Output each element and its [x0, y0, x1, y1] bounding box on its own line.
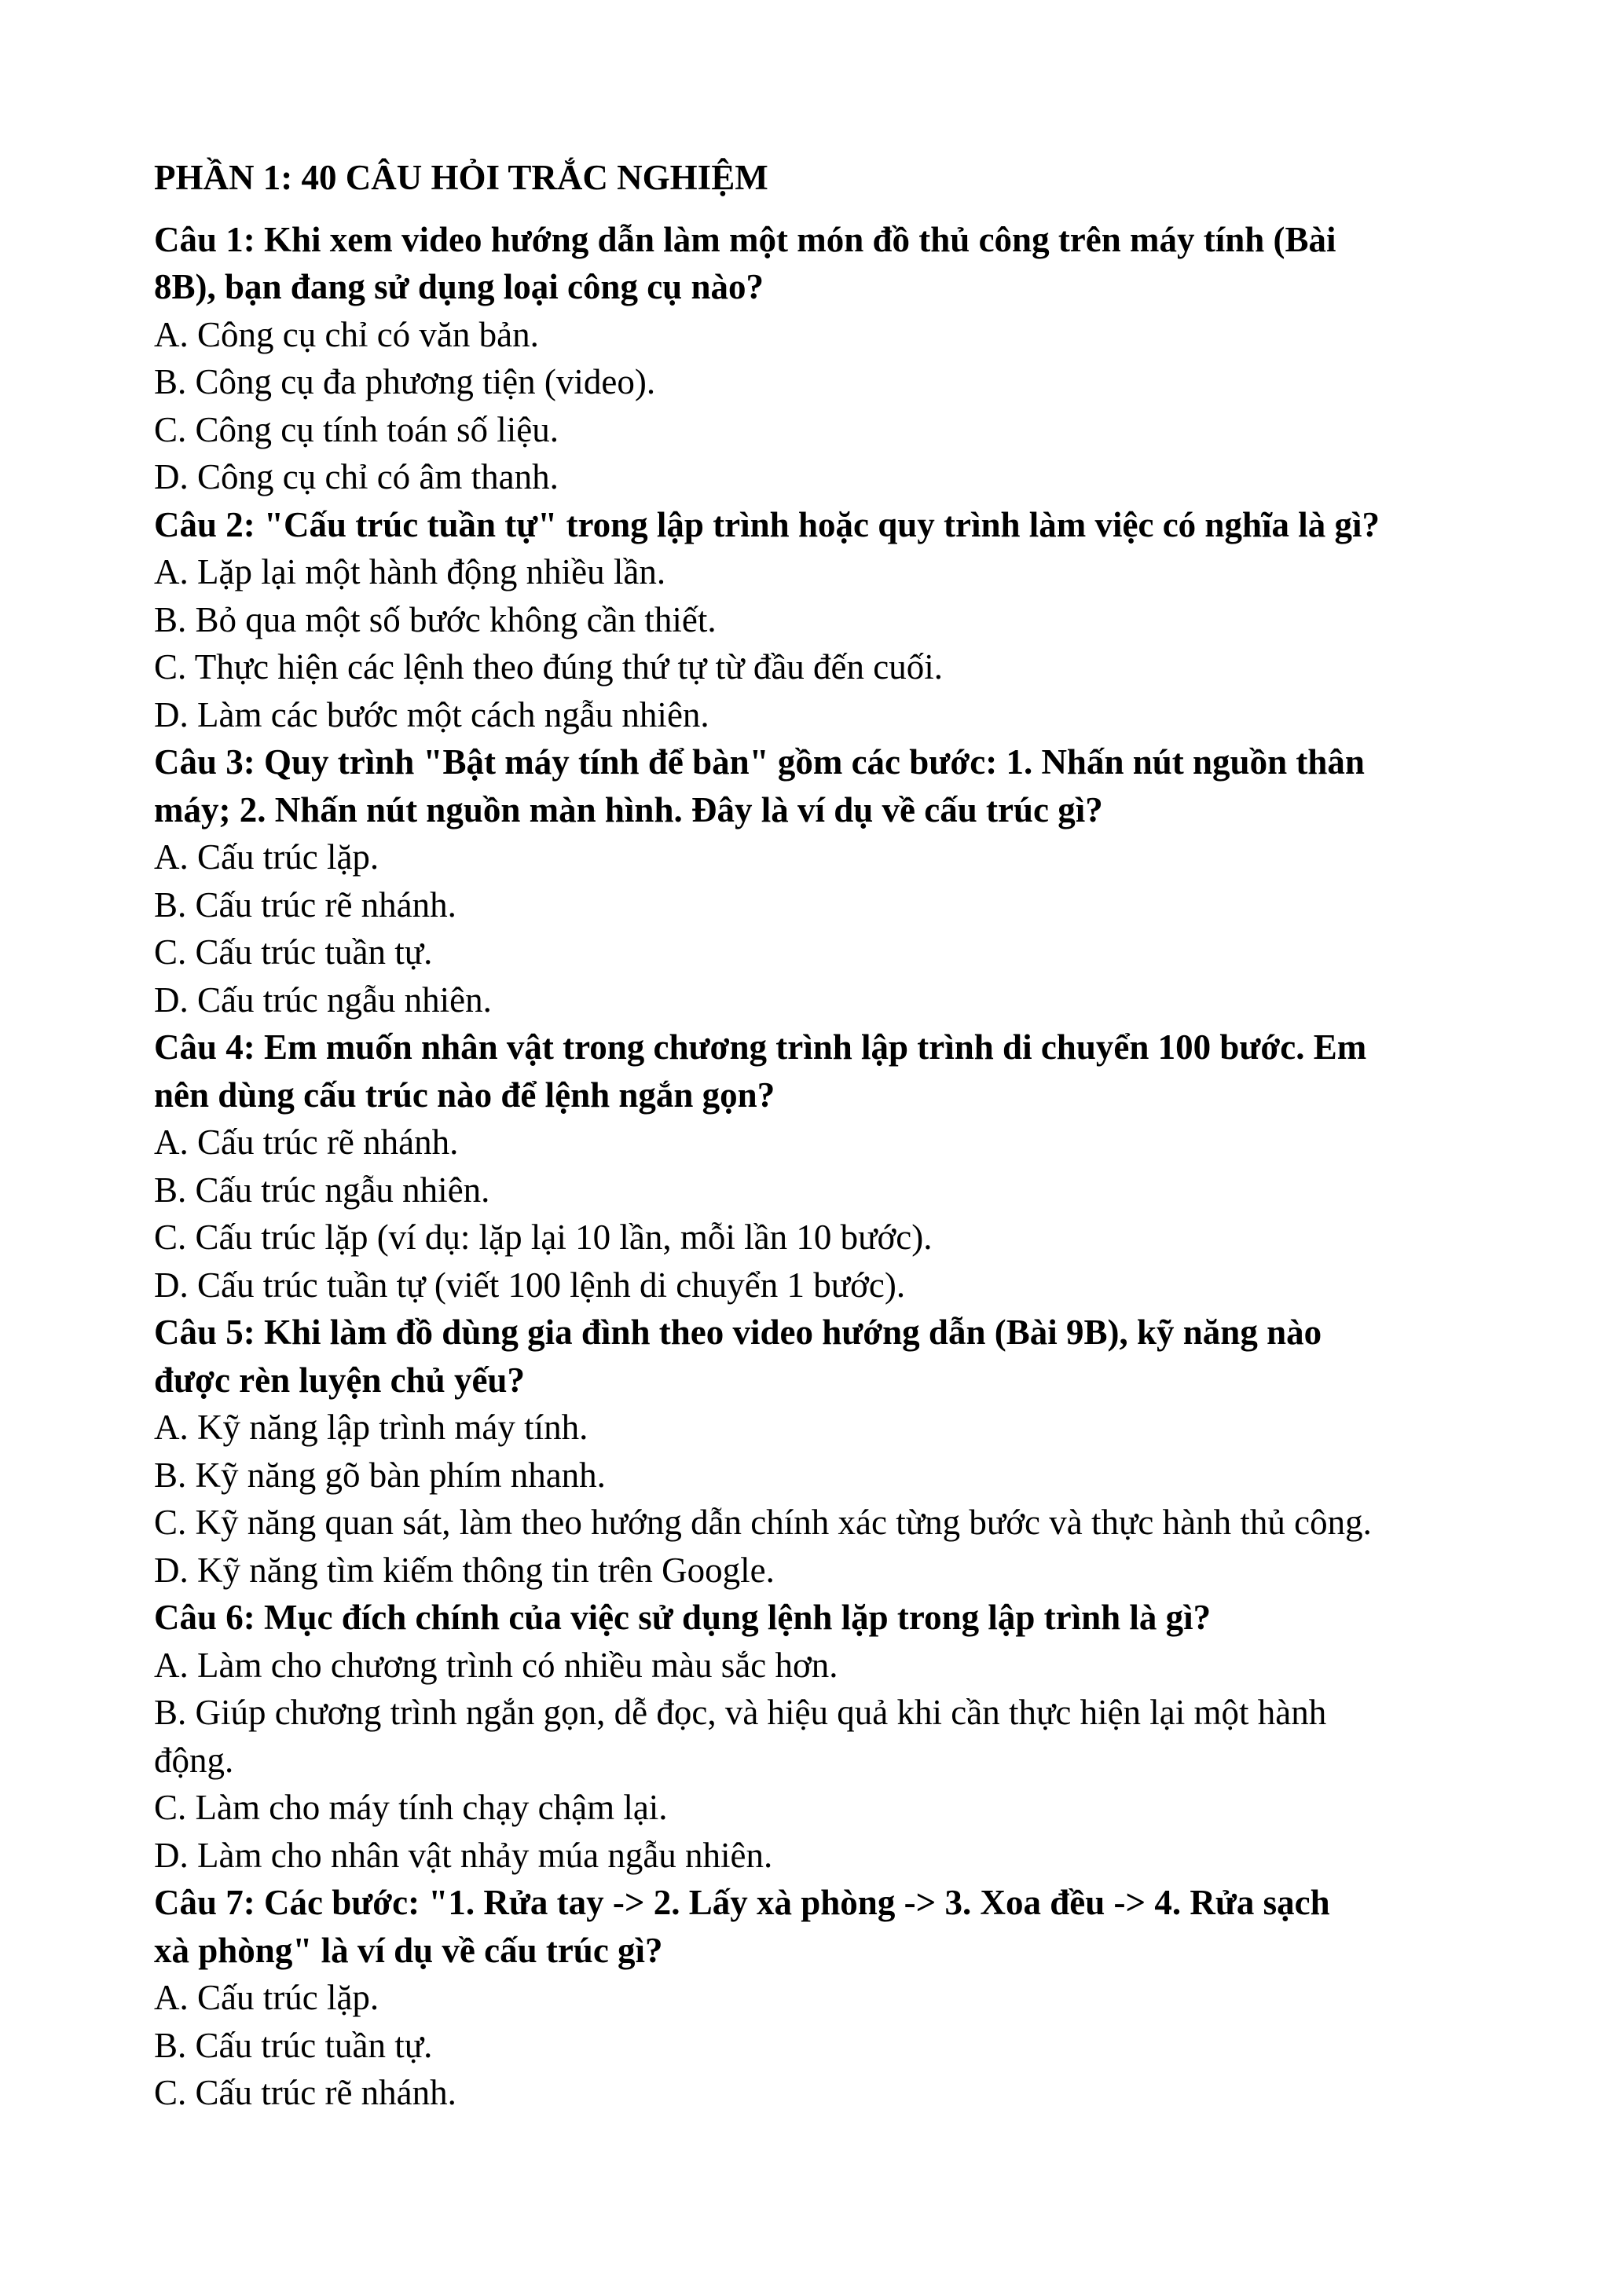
question-prompt-line: Câu 1: Khi xem video hướng dẫn làm một món đồ thủ công trên máy tính (Bài	[154, 219, 1336, 259]
answer-option-c: C. Cấu trúc tuần tự.	[154, 932, 433, 972]
question-prompt-line: Câu 3: Quy trình "Bật máy tính để bàn" gồm các bước: 1. Nhấn nút nguồn thân	[154, 742, 1365, 782]
answer-option-b: B. Bỏ qua một số bước không cần thiết.	[154, 599, 717, 639]
answer-option-a: A. Kỹ năng lập trình máy tính.	[154, 1408, 588, 1447]
answer-option-a: A. Cấu trúc lặp.	[154, 837, 379, 877]
answer-option-c: C. Công cụ tính toán số liệu.	[154, 409, 559, 449]
answer-option-a: A. Làm cho chương trình có nhiều màu sắc hơn.	[154, 1645, 838, 1685]
question-prompt-line: máy; 2. Nhấn nút nguồn màn hình. Đây là ví dụ về cấu trúc gì?	[154, 789, 1103, 829]
answer-option-c: C. Cấu trúc rẽ nhánh.	[154, 2073, 456, 2112]
answer-option-a: A. Cấu trúc rẽ nhánh.	[154, 1122, 459, 1162]
answer-option-b: B. Cấu trúc rẽ nhánh.	[154, 884, 456, 925]
question-3	[154, 738, 1490, 1023]
answer-option-c: C. Cấu trúc lặp (ví dụ: lặp lại 10 lần, mỗi lần 10 bước).	[154, 1218, 933, 1257]
question-6	[154, 1594, 1490, 1879]
answer-option-b: B. Kỹ năng gõ bàn phím nhanh.	[154, 1455, 606, 1495]
section-title: PHẦN 1: 40 CÂU HỎI TRẮC NGHIỆM	[154, 158, 768, 197]
answer-option-d: D. Kỹ năng tìm kiếm thông tin trên Google.	[154, 1550, 775, 1590]
answer-option-d: D. Cấu trúc tuần tự (viết 100 lệnh di chuyển 1 bước).	[154, 1265, 906, 1305]
answer-option-a: A. Công cụ chỉ có văn bản.	[154, 314, 539, 354]
question-7	[154, 1879, 1490, 2117]
answer-option-d: D. Làm cho nhân vật nhảy múa ngẫu nhiên.	[154, 1835, 773, 1875]
question-1	[154, 216, 1490, 501]
answer-option-c: C. Thực hiện các lệnh theo đúng thứ tự từ đầu đến cuối.	[154, 647, 943, 687]
answer-option-c: C. Làm cho máy tính chạy chậm lại.	[154, 1788, 668, 1827]
answer-option-d: D. Cấu trúc ngẫu nhiên.	[154, 980, 492, 1020]
question-prompt-line: xà phòng" là ví dụ về cấu trúc gì?	[154, 1930, 663, 1970]
document-page	[154, 154, 1490, 2117]
question-prompt-line: Câu 4: Em muốn nhân vật trong chương trình lập trình di chuyển 100 bước. Em	[154, 1027, 1367, 1067]
question-2	[154, 501, 1490, 739]
answer-option-c: C. Kỹ năng quan sát, làm theo hướng dẫn chính xác từng bước và thực hành thủ công.	[154, 1503, 1372, 1542]
answer-option-b: B. Giúp chương trình ngắn gọn, dễ đọc, và hiệu quả khi cần thực hiện lại một hành	[154, 1693, 1327, 1732]
answer-option-a: A. Lặp lại một hành động nhiều lần.	[154, 552, 666, 591]
question-4	[154, 1023, 1490, 1309]
answer-option-b-continued: động.	[154, 1740, 234, 1780]
answer-option-d: D. Công cụ chỉ có âm thanh.	[154, 457, 559, 496]
question-5	[154, 1309, 1490, 1594]
answer-option-b: B. Cấu trúc tuần tự.	[154, 2025, 433, 2065]
answer-option-b: B. Cấu trúc ngẫu nhiên.	[154, 1170, 490, 1210]
question-prompt-line: 8B), bạn đang sử dụng loại công cụ nào?	[154, 267, 764, 306]
question-prompt-line: Câu 6: Mục đích chính của việc sử dụng lệnh lặp trong lập trình là gì?	[154, 1598, 1212, 1637]
question-prompt-line: Câu 5: Khi làm đồ dùng gia đình theo video hướng dẫn (Bài 9B), kỹ năng nào	[154, 1313, 1322, 1352]
question-prompt-line: Câu 7: Các bước: "1. Rửa tay -> 2. Lấy xà phòng -> 3. Xoa đều -> 4. Rửa sạch	[154, 1883, 1330, 1922]
question-prompt-line: được rèn luyện chủ yếu?	[154, 1360, 525, 1400]
answer-option-d: D. Làm các bước một cách ngẫu nhiên.	[154, 694, 709, 734]
answer-option-b: B. Công cụ đa phương tiện (video).	[154, 362, 656, 401]
question-prompt-line: Câu 2: "Cấu trúc tuần tự" trong lập trình hoặc quy trình làm việc có nghĩa là gì?	[154, 504, 1380, 544]
question-prompt-line: nên dùng cấu trúc nào để lệnh ngắn gọn?	[154, 1075, 775, 1115]
answer-option-a: A. Cấu trúc lặp.	[154, 1978, 379, 2017]
